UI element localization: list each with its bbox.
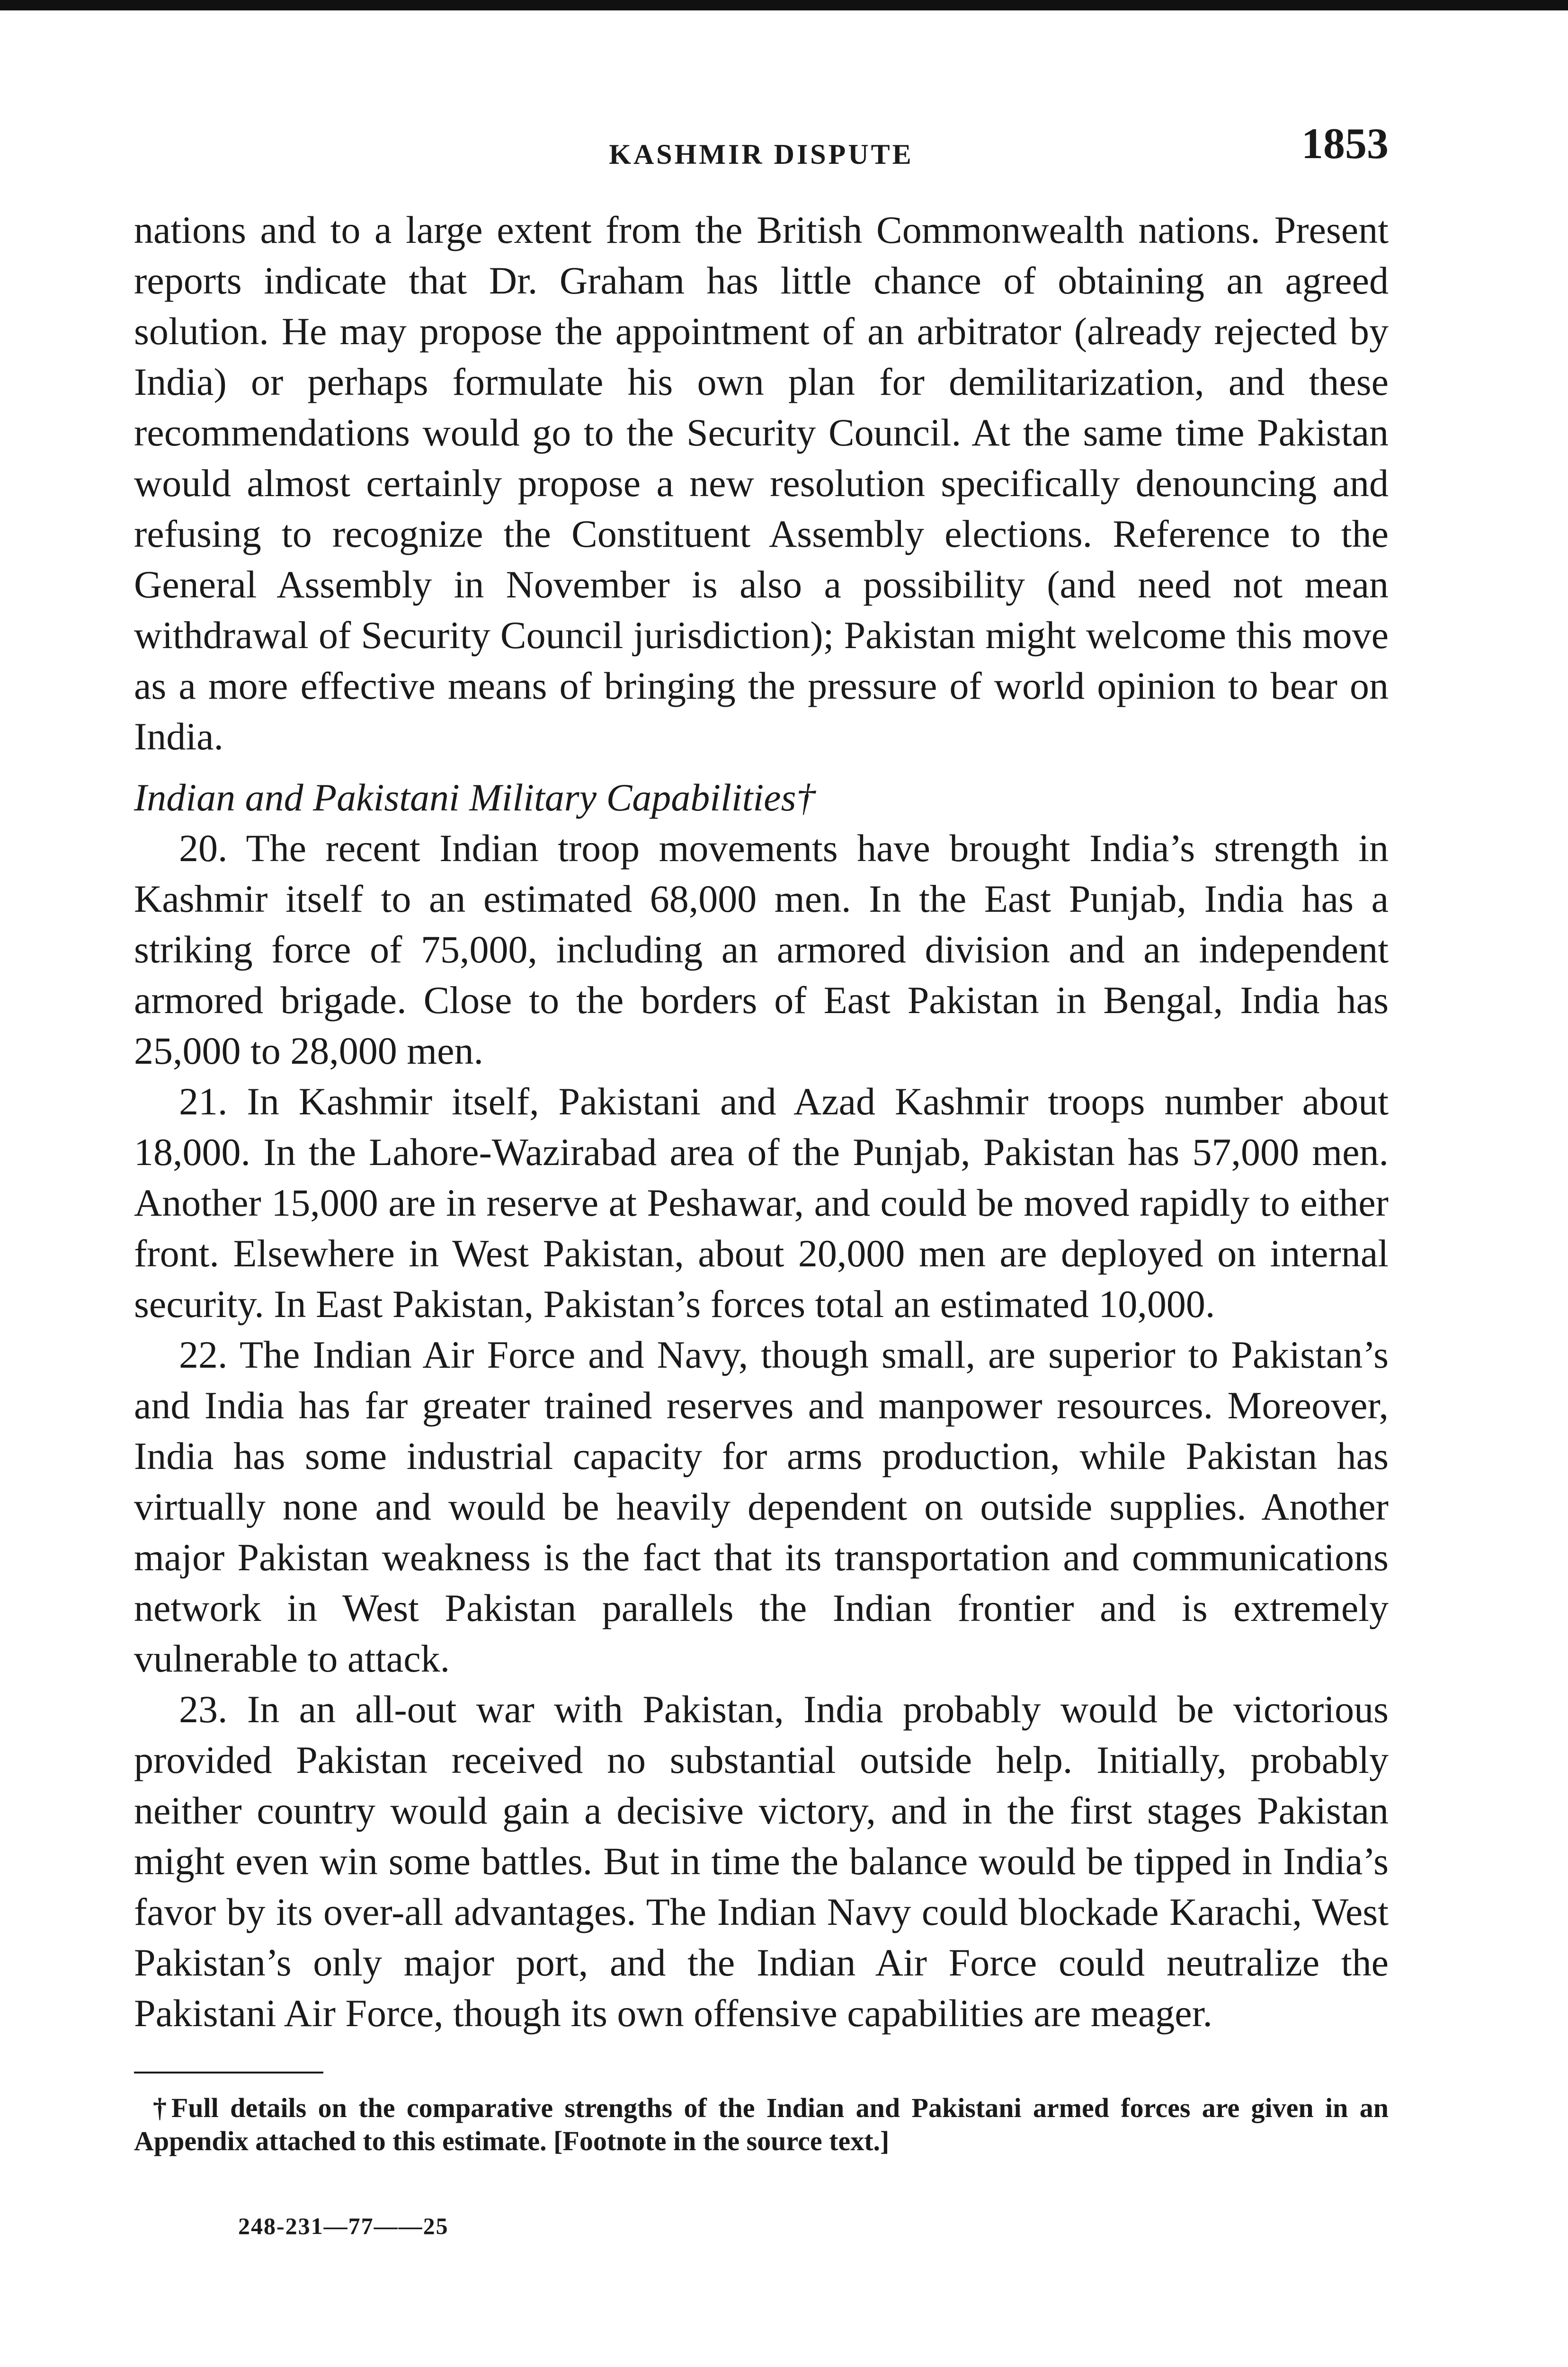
document-page bbox=[134, 109, 1389, 2240]
footnote-divider bbox=[134, 2072, 323, 2073]
paragraph-23: 23. In an all-out war with Pakistan, India probably would be victorious provided Pakistan received no substantial outside help. Initially, probably neither country would gain a decisive victory, and in the first stages Pakistan might even win some battles. But in time the balance would be tipped in India’s favor by its over-all advantages. The Indian Navy could blockade Karachi, West Pakistan’s only major port, and the Indian Air Force could neutralize the Pakistani Air Force, though its own offensive capabilities are meager. bbox=[134, 1688, 1389, 2035]
running-header bbox=[134, 109, 1389, 170]
running-title: KASHMIR DISPUTE bbox=[609, 139, 914, 170]
paragraph-21: 21. In Kashmir itself, Pakistani and Azad Kashmir troops number about 18,000. In the Lahore-Wazirabad area of the Punjab, Pakistan has 57,000 men. Another 15,000 are in reserve at Peshawar, and could be moved rapidly to either front. Elsewhere in West Pakistan, about 20,000 men are deployed on internal security. In East Pakistan, Pakistan’s forces total an estimated 10,000. bbox=[134, 1080, 1389, 1326]
footnote: †Full details on the comparative strengths of the Indian and Pakistani armed forces are given in an Appendix attached to this estimate. [Footnote in the source text.] bbox=[134, 2092, 1389, 2156]
paragraph-20: 20. The recent Indian troop movements have brought India’s strength in Kashmir itself to an estimated 68,000 men. In the East Punjab, India has a striking force of 75,000, including an armored division and an independent armored brigade. Close to the borders of East Pakistan in Bengal, India has 25,000 to 28,000 men. bbox=[134, 827, 1389, 1072]
print-code: 248-231—77——25 bbox=[238, 2213, 449, 2239]
continuation-paragraph: nations and to a large extent from the British Commonwealth nations. Present reports indicate that Dr. Graham has little chance of obtaining an agreed solution. He may propose the appointment of an arbitrator (already rejected by India) or perhaps formulate his own plan for demilitarization, and these recommendations would go to the Security Council. At the same time Pakistan would almost certainly propose a new resolution specifically denouncing and refusing to recognize the Constituent Assembly elections. Reference to the General Assembly in November is also a possibility (and need not mean withdrawal of Security Council jurisdiction); Pakistan might welcome this move as a more effective means of bringing the pressure of world opinion to bear on India. bbox=[134, 208, 1389, 758]
paragraph-22: 22. The Indian Air Force and Navy, though small, are superior to Pakistan’s and India has far greater trained reserves and manpower resources. Moreover, India has some industrial capacity for arms production, while Pakistan has virtually none and would be heavily dependent on outside supplies. Another major Pakistan weakness is the fact that its transportation and communications network in West Pakistan parallels the Indian frontier and is extremely vulnerable to attack. bbox=[134, 1333, 1389, 1680]
section-heading: Indian and Pakistani Military Capabilities† bbox=[134, 776, 816, 819]
top-border bbox=[0, 0, 1568, 10]
body-text bbox=[134, 205, 1389, 2038]
page-number: 1853 bbox=[1301, 119, 1389, 168]
